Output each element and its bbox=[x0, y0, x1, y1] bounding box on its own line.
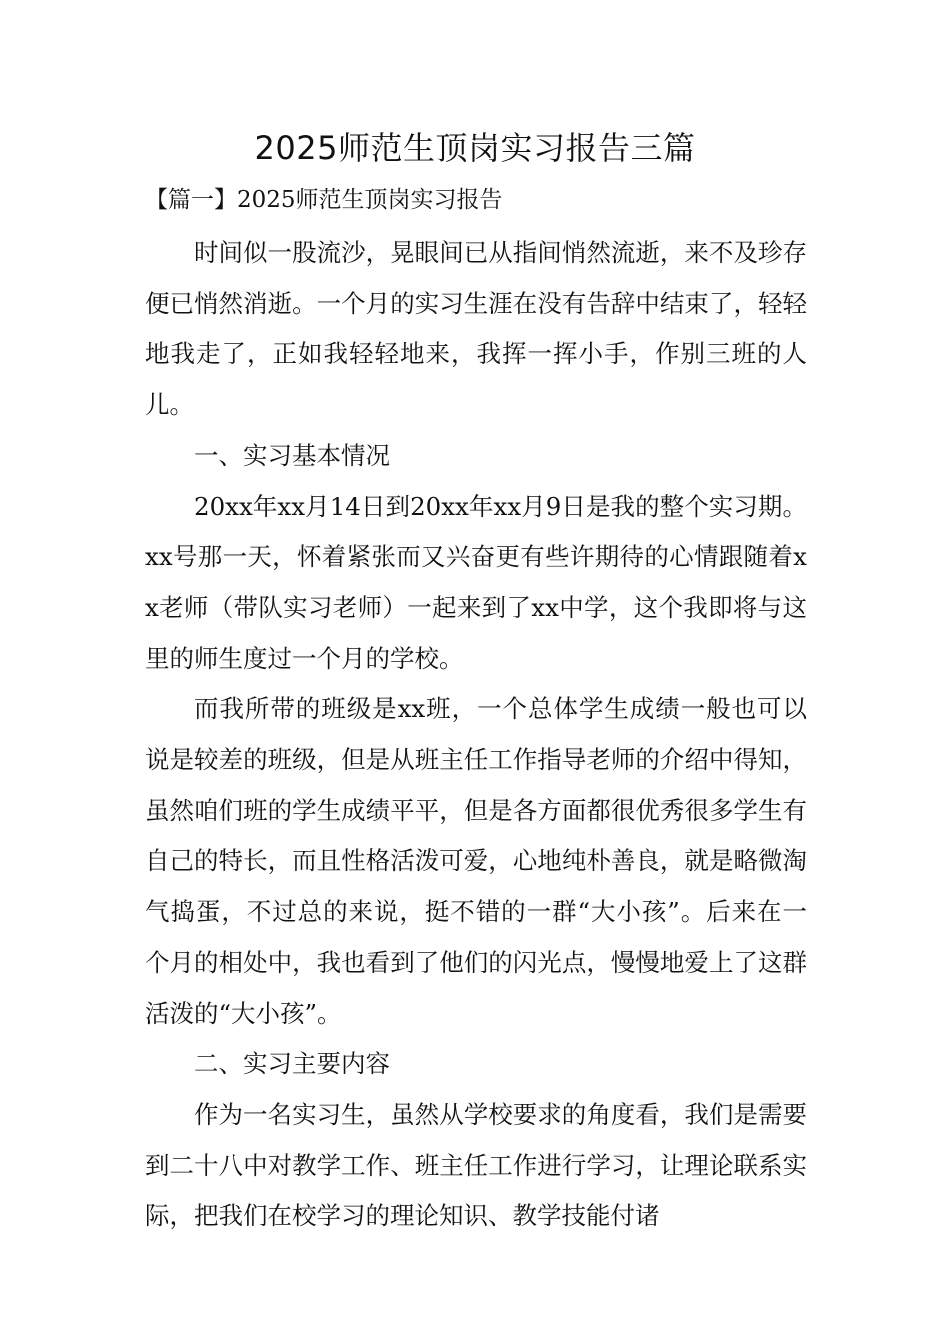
paragraph-intro: 时间似一股流沙，晃眼间已从指间悄然流逝，来不及珍存便已悄然消逝。一个月的实习生涯在没有告辞中结束了，轻轻地我走了，正如我轻轻地来，我挥一挥小手，作别三班的人儿。 bbox=[145, 238, 807, 420]
paragraph-internship-period: 20xx年xx月14日到20xx年xx月9日是我的整个实习期。xx号那一天，怀着紧张而又兴奋更有些许期待的心情跟随着xx老师（带队实习老师）一起来到了xx中学，这个我即将与这里的师生度过一个月的学校。 bbox=[145, 491, 807, 673]
document-body bbox=[145, 228, 807, 1242]
document-title: 2025师范生顶岗实习报告三篇 bbox=[254, 129, 696, 167]
section-heading-basic-info: 一、实习基本情况 bbox=[194, 440, 390, 470]
paragraph-main-content: 作为一名实习生，虽然从学校要求的角度看，我们是需要到二十八中对教学工作、班主任工作进行学习，让理论联系实际，把我们在校学习的理论知识、教学技能付诸 bbox=[145, 1099, 807, 1231]
section-subtitle: 【篇一】2025师范生顶岗实习报告 bbox=[145, 187, 503, 213]
section-heading-main-content: 二、实习主要内容 bbox=[194, 1049, 390, 1079]
paragraph-class-description: 而我所带的班级是xx班，一个总体学生成绩一般也可以说是较差的班级，但是从班主任工作指导老师的介绍中得知，虽然咱们班的学生成绩平平，但是各方面都很优秀很多学生有自己的特长，而且性格活泼可爱，心地纯朴善良，就是略微淘气捣蛋，不过总的来说，挺不错的一群“大小孩”。后来在一个月的相处中，我也看到了他们的闪光点，慢慢地爱上了这群活泼的“大小孩”。 bbox=[145, 694, 807, 1028]
